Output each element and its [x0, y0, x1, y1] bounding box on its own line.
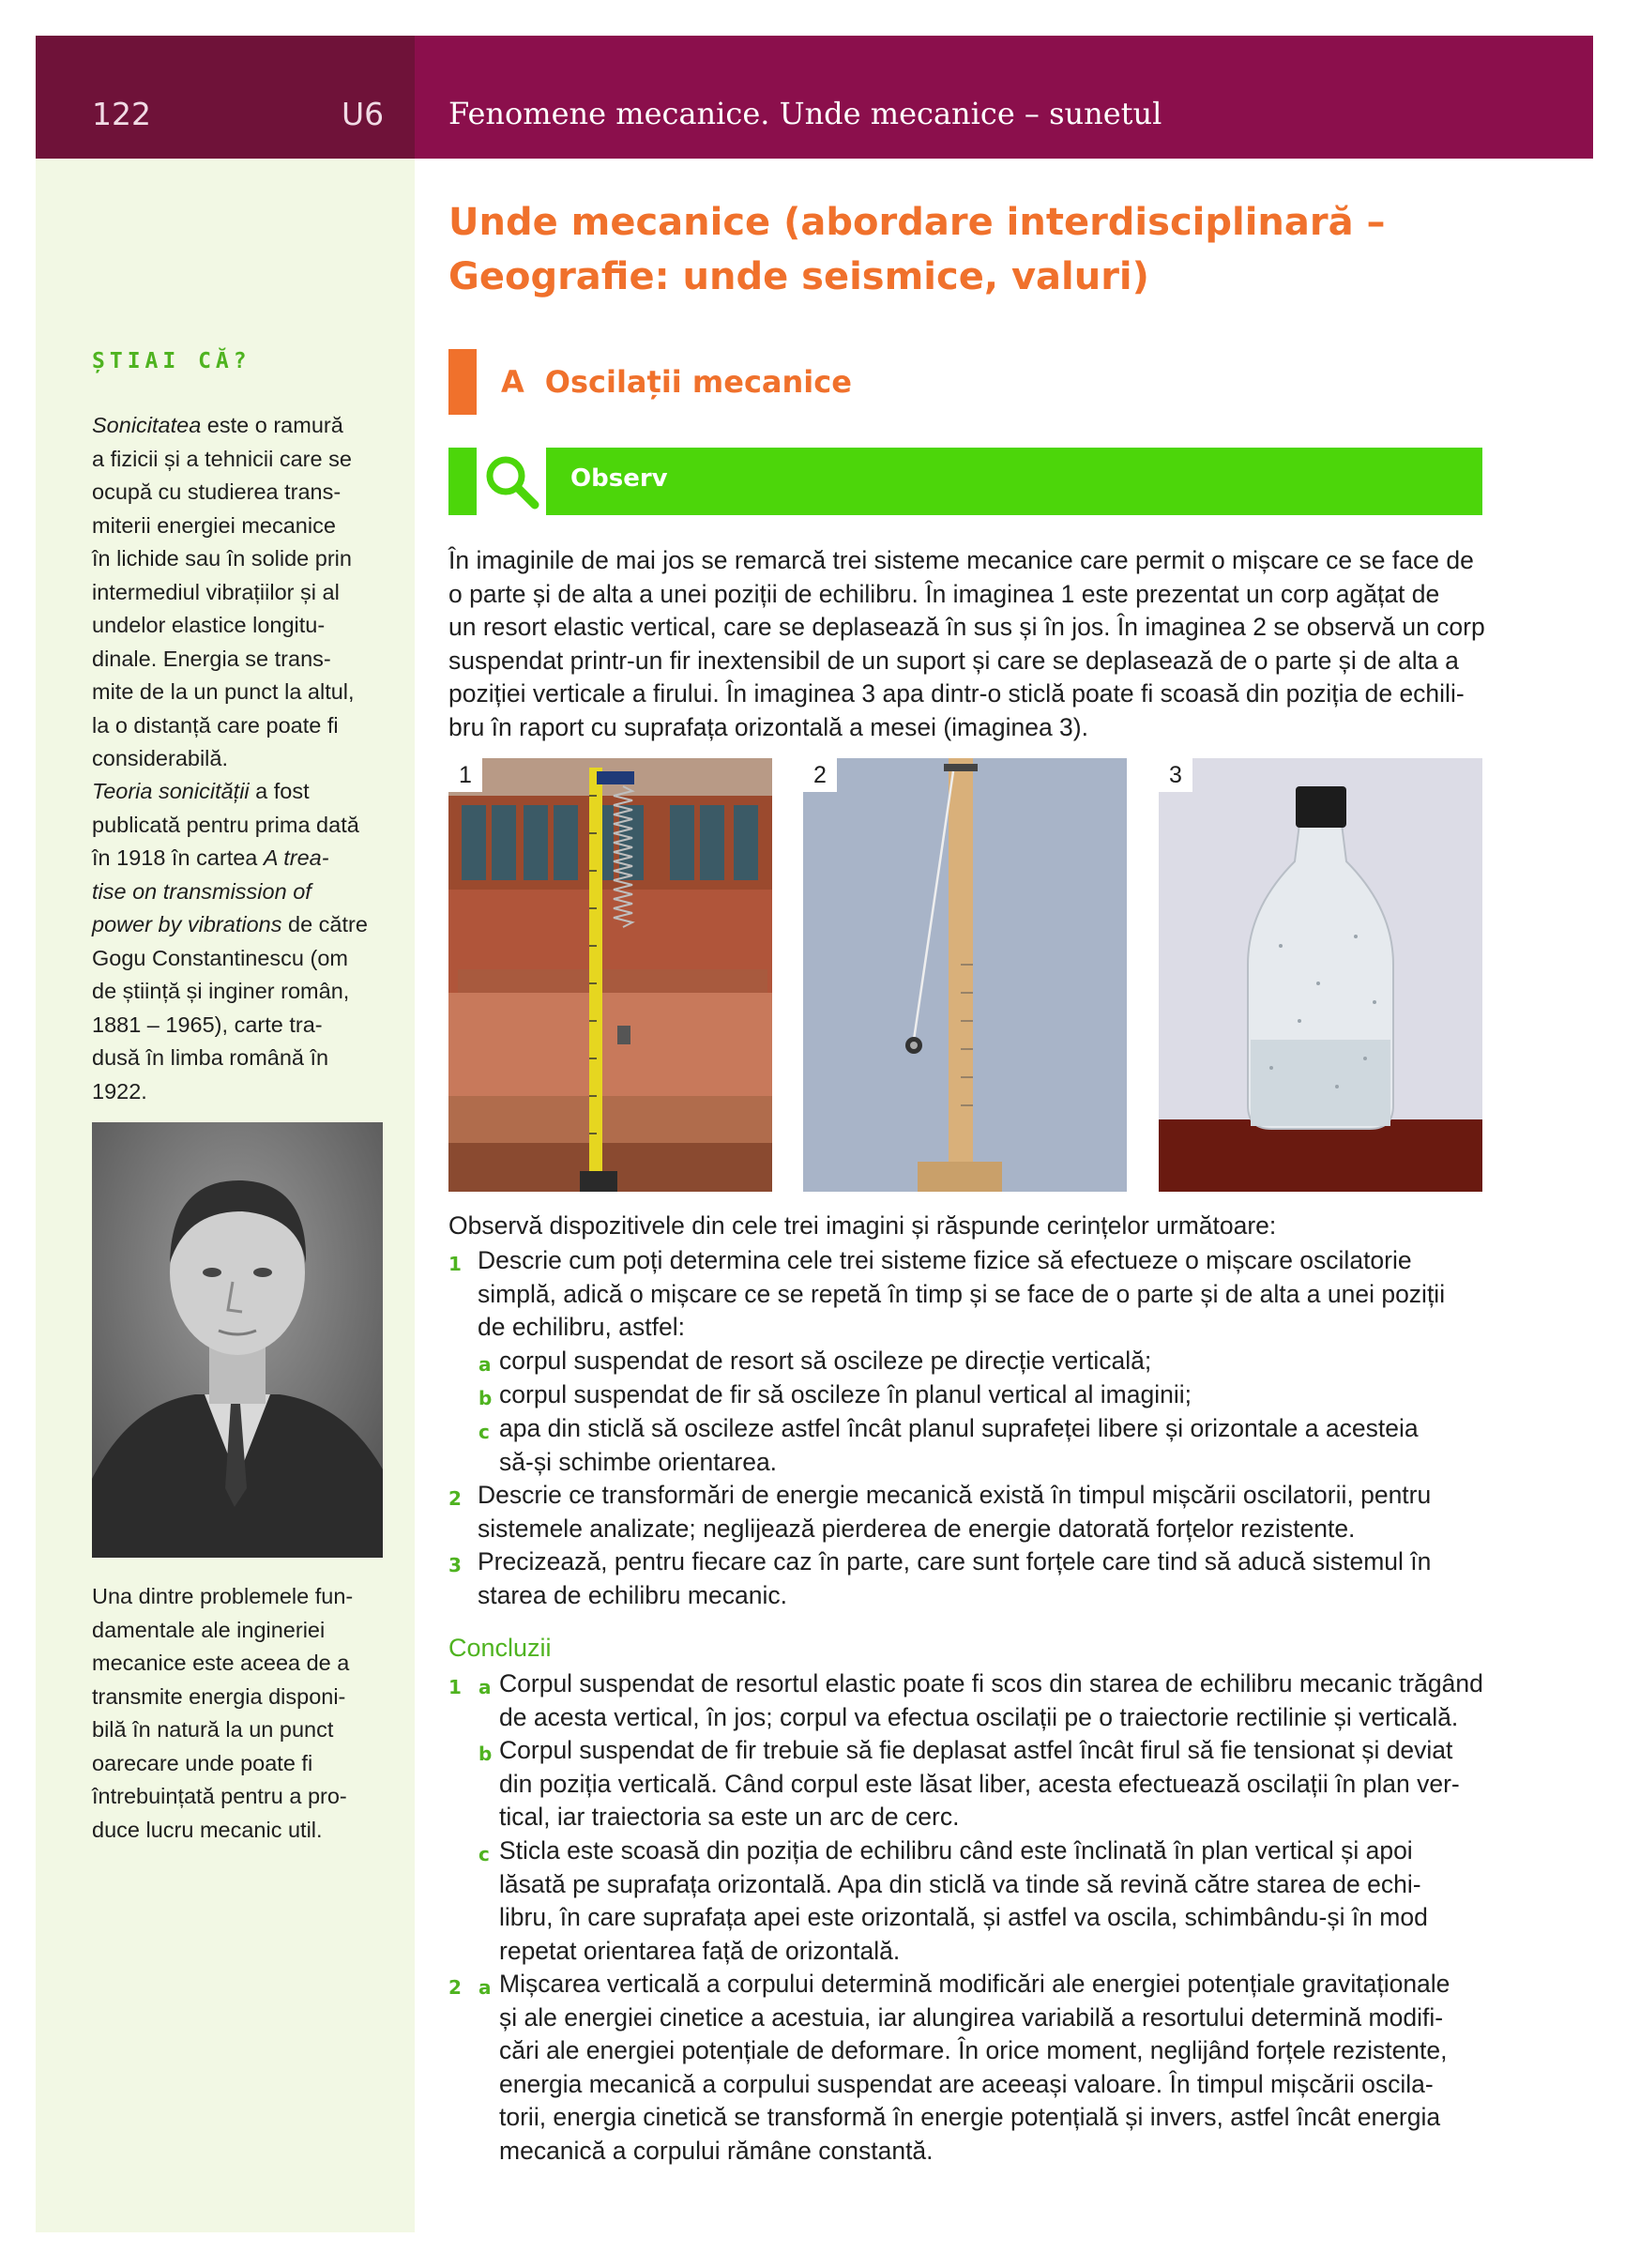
sidebar-line: undelor elastice longitu-: [92, 613, 326, 637]
sidebar-line: mecanice este aceea de a: [92, 1651, 350, 1675]
section-title: Oscilații mecanice: [544, 364, 852, 400]
photo-number: 3: [1159, 758, 1192, 792]
sidebar-italic-term: tise on transmission of: [92, 878, 311, 904]
sidebar-line: [92, 908, 385, 942]
task-number: 3: [448, 1554, 462, 1576]
task-line: Descrie cum poți determina cele trei sisteme fizice să efectueze o mișcare oscilatorie: [478, 1246, 1412, 1274]
photo-bottle: [1159, 758, 1482, 1192]
photo-pendulum: [803, 758, 1127, 1192]
portrait-illustration: [92, 1122, 383, 1558]
sidebar-text: de către: [281, 912, 368, 936]
sidebar-title: ȘTIAI CĂ?: [92, 349, 251, 373]
task-line: apa din sticlă să oscileze astfel încât planul suprafeței libere și orizontale a acesteia: [499, 1414, 1419, 1442]
sidebar-italic-term: Teoria sonicității: [92, 779, 250, 803]
conclusion-1b: [499, 1734, 1486, 1834]
task-letter: c: [478, 1421, 490, 1443]
sidebar-text: este o ramură: [201, 413, 343, 437]
spring-illustration: [448, 758, 772, 1192]
sidebar-line: transmite energia disponi-: [92, 1683, 346, 1709]
conclusion-line: cări ale energiei potențiale de deformare. În orice moment, neglijând forțele rezistente,: [499, 2036, 1448, 2065]
conclusion-line: Corpul suspendat de resortul elastic poate fi scos din starea de echilibru mecanic trăgând: [499, 1669, 1483, 1697]
sidebar-line: [92, 409, 385, 443]
sidebar-line: duce lucru mecanic util.: [92, 1817, 323, 1842]
sidebar-line: [92, 875, 385, 909]
sidebar-line: 1881 – 1965), carte tra-: [92, 1012, 323, 1037]
conclusion-line: de acesta vertical, în jos; corpul va efectua oscilații pe o traiectorie rectilinie și verticală.: [499, 1702, 1459, 1731]
conclusions-title: Concluzii: [448, 1634, 552, 1662]
observ-label: Observ: [570, 464, 668, 493]
sidebar-line: bilă în natură la un punct: [92, 1717, 334, 1742]
observ-stripe: [448, 448, 477, 515]
task-2: [478, 1479, 1486, 1545]
photo-spring: [448, 758, 772, 1192]
lesson-title: [448, 195, 1481, 304]
conclusion-letter: a: [478, 1976, 492, 1999]
task-1b: corpul suspendat de fir să oscileze în planul vertical al imaginii;: [499, 1380, 1192, 1408]
task-number: 2: [448, 1487, 462, 1510]
task-3: [478, 1545, 1486, 1612]
task-line: de echilibru, astfel:: [478, 1313, 685, 1342]
conclusion-number: 1: [448, 1676, 462, 1698]
task-letter: a: [478, 1353, 492, 1376]
conclusion-letter: a: [478, 1676, 492, 1698]
task-1: [478, 1244, 1486, 1345]
task-letter: b: [478, 1387, 493, 1409]
conclusion-line: mecanică a corpului rămâne constantă.: [499, 2136, 934, 2165]
conclusion-number: 2: [448, 1976, 462, 1999]
conclusion-line: Sticla este scoasă din poziția de echilibru când este înclinată în plan vertical și apoi: [499, 1836, 1413, 1865]
sidebar-italic-term: A trea-: [263, 845, 329, 870]
task-line: starea de echilibru mecanic.: [478, 1580, 787, 1609]
bottle-illustration: [1159, 758, 1482, 1192]
lesson-title-line: Unde mecanice (abordare interdisciplinară –: [448, 201, 1386, 244]
task-line: să-și schimbe orientarea.: [499, 1447, 778, 1476]
portrait-photo: [92, 1122, 383, 1558]
conclusion-letter: b: [478, 1743, 493, 1765]
intro-line: un resort elastic vertical, care se deplasează în sus și în jos. În imaginea 2 se observă un corp: [448, 613, 1485, 642]
section-heading: [501, 364, 852, 400]
sidebar-text: a fost: [249, 779, 310, 803]
sidebar-line: de știință și inginer român,: [92, 979, 350, 1003]
photo-number: 1: [448, 758, 482, 792]
pendulum-illustration: [803, 758, 1127, 1192]
sidebar-paragraph-3: [92, 1580, 385, 1847]
sidebar-line: dusă în limba română în: [92, 1045, 329, 1070]
magnifier-icon: [482, 452, 540, 510]
intro-paragraph: [448, 544, 1485, 745]
sidebar-paragraph-1: [92, 409, 385, 776]
sidebar-line: [92, 775, 385, 809]
conclusion-line: Mișcarea verticală a corpului determină modificări ale energiei potențiale gravitaționale: [499, 1970, 1450, 1998]
task-line: Descrie ce transformări de energie mecanică există în timpul mișcării oscilatorii, pentru: [478, 1481, 1432, 1509]
sidebar-line: în lichide sau în solide prin: [92, 546, 352, 571]
task-intro: Observă dispozitivele din cele trei imagini și răspunde cerințelor următoare:: [448, 1211, 1277, 1240]
chapter-title: Fenomene mecanice. Unde mecanice – sunetul: [448, 96, 1162, 131]
sidebar-line: la o distanță care poate fi: [92, 712, 339, 738]
intro-line: bru în raport cu suprafața orizontală a mesei (imaginea 3).: [448, 712, 1088, 741]
task-number: 1: [448, 1253, 462, 1275]
sidebar-line: damentale ale ingineriei: [92, 1617, 326, 1642]
conclusion-line: din poziția verticală. Când corpul este lăsat liber, acesta efectuează oscilații în plan ver-: [499, 1769, 1460, 1798]
task-line: Precizează, pentru fiecare caz în parte, care sunt forțele care tind să aducă sistemul în: [478, 1547, 1432, 1575]
conclusion-line: energia mecanică a corpului suspendat are aceeași valoare. În timpul mișcării oscila-: [499, 2069, 1434, 2098]
conclusion-2a: [499, 1968, 1486, 2169]
conclusion-letter: c: [478, 1843, 490, 1865]
sidebar-line: mite de la un punct la altul,: [92, 679, 355, 704]
sidebar-line: oarecare unde poate fi: [92, 1750, 313, 1775]
sidebar-line: Una dintre problemele fun-: [92, 1584, 354, 1608]
observ-band: [546, 448, 1482, 515]
photo-number: 2: [803, 758, 837, 792]
page-number: 122: [92, 96, 151, 132]
sidebar-line: a fizicii și a tehnicii care se: [92, 446, 352, 471]
intro-line: poziției verticale a firului. În imaginea 3 apa dintr-o sticlă poate fi scoasă din poziția de echili-: [448, 679, 1465, 708]
task-line: sistemele analizate; neglijează pierderea de energie datorată forțelor rezistente.: [478, 1514, 1356, 1543]
sidebar-text: în 1918 în cartea: [92, 845, 264, 870]
conclusion-line: lăsată pe suprafața orizontală. Apa din sticlă va tinde să revină către starea de echi-: [499, 1869, 1421, 1898]
conclusion-line: și ale energiei cinetice a acestuia, iar alungirea variabilă a resortului determină modifi-: [499, 2002, 1444, 2032]
conclusion-line: libru, în care suprafața apei este orizontală, și astfel va oscila, schimbându-și în mod: [499, 1903, 1428, 1932]
sidebar-line: 1922.: [92, 1078, 147, 1104]
sidebar-line: [92, 842, 385, 875]
sidebar-line: întrebuințată pentru a pro-: [92, 1784, 347, 1808]
section-letter: A: [501, 364, 524, 400]
conclusion-line: tical, iar traiectoria sa este un arc de cerc.: [499, 1803, 960, 1832]
task-line: simplă, adică o mișcare ce se repetă în timp și se face de o parte și de alta a unei poziții: [478, 1279, 1446, 1308]
conclusion-1a: [499, 1667, 1486, 1734]
sidebar-italic-term: power by vibrations: [92, 912, 282, 936]
conclusion-line: torii, energia cinetică se transformă în energie potențială și invers, astfel încât energia: [499, 2103, 1441, 2132]
task-1a: corpul suspendat de resort să oscileze pe direcție verticală;: [499, 1347, 1152, 1375]
sidebar-line: publicată pentru prima dată: [92, 812, 359, 837]
conclusion-line: repetat orientarea față de orizontală.: [499, 1936, 901, 1965]
task-1c: [499, 1412, 1484, 1479]
intro-line: În imaginile de mai jos se remarcă trei sisteme mecanice care permit o mișcare ce se face de: [448, 546, 1474, 574]
conclusion-line: Corpul suspendat de fir trebuie să fie deplasat astfel încât firul să fie tensionat și deviat: [499, 1736, 1453, 1764]
sidebar-line: miterii energiei mecanice: [92, 512, 336, 538]
sidebar-paragraph-2: [92, 775, 385, 1108]
lesson-title-line: Geografie: unde seismice, valuri): [448, 255, 1149, 298]
intro-line: o parte și de alta a unei poziții de echilibru. În imaginea 1 este prezentat un corp agățat de: [448, 579, 1440, 608]
conclusion-1c: [499, 1834, 1486, 1968]
sidebar-line: considerabilă.: [92, 746, 229, 770]
sidebar-line: dinale. Energia se trans-: [92, 646, 331, 671]
unit-label: U6: [342, 96, 385, 132]
intro-line: suspendat printr-un fir inextensibil de un suport și care se deplasează de o parte și de alta a: [448, 646, 1459, 675]
sidebar-line: Gogu Constantinescu (om: [92, 945, 349, 970]
sidebar-italic-term: Sonicitatea: [92, 413, 202, 437]
sidebar-line: ocupă cu studierea trans-: [92, 479, 342, 504]
section-marker: [448, 349, 477, 415]
sidebar-line: intermediul vibrațiilor și al: [92, 579, 340, 604]
